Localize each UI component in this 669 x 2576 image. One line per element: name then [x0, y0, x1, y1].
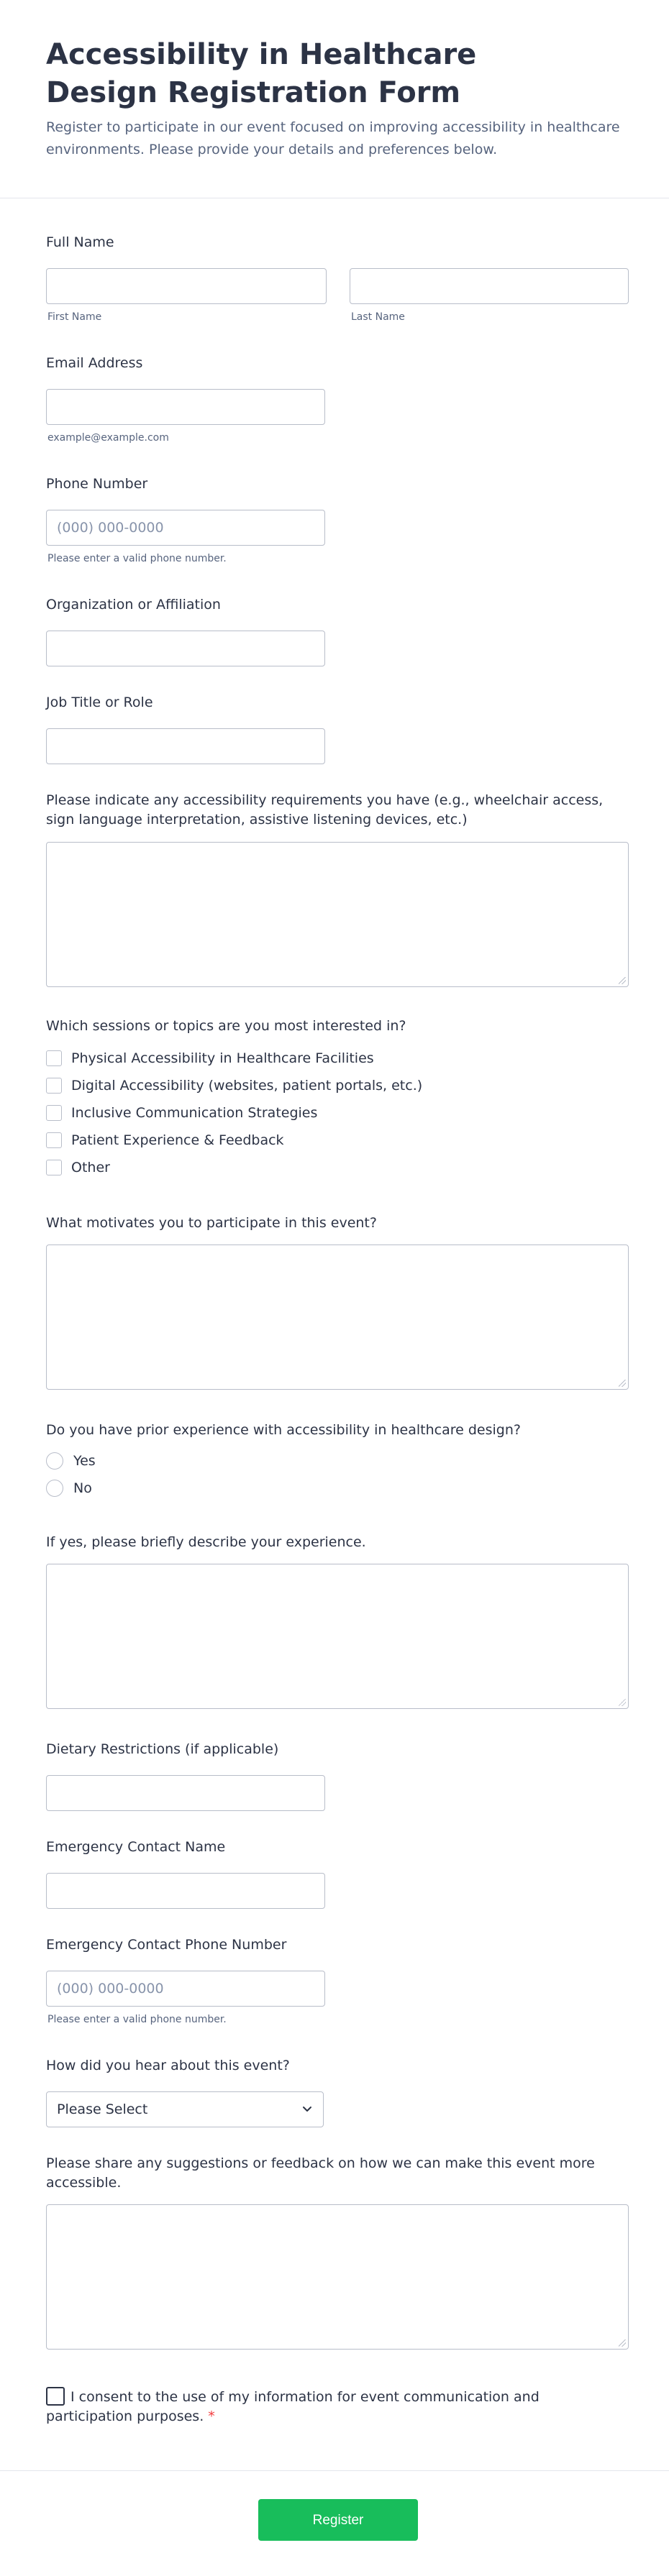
resize-grip-icon[interactable]	[619, 1380, 626, 1387]
sessions-field	[46, 1017, 629, 1181]
dietary-field	[46, 1740, 629, 1811]
prior-experience-label: Do you have prior experience with accessibility in healthcare design?	[46, 1422, 521, 1438]
session-option-label: Inclusive Communication Strategies	[71, 1105, 318, 1121]
session-option[interactable]	[46, 1072, 629, 1099]
radio-label: Yes	[73, 1453, 96, 1469]
checkbox[interactable]	[46, 1050, 62, 1066]
session-option-label: Other	[71, 1160, 110, 1175]
emergency-phone-label: Emergency Contact Phone Number	[46, 1937, 287, 1953]
consent-checkbox[interactable]	[46, 2387, 65, 2406]
job-title-field	[46, 693, 629, 764]
sessions-label: Which sessions or topics are you most interested in?	[46, 1018, 406, 1034]
required-asterisk: *	[208, 2408, 215, 2424]
sessions-options	[46, 1045, 629, 1181]
suggestions-field	[46, 2154, 629, 2350]
session-option[interactable]	[46, 1099, 629, 1127]
motivation-label: What motivates you to participate in this event?	[46, 1215, 377, 1231]
experience-description-field	[46, 1533, 629, 1709]
consent-text: I consent to the use of my information for event communication and participation purposes.	[46, 2389, 540, 2424]
emergency-phone-input[interactable]: (000) 000-0000	[46, 1971, 325, 2007]
radio-option-yes[interactable]	[46, 1447, 629, 1475]
motivation-field	[46, 1214, 629, 1390]
checkbox[interactable]	[46, 1160, 62, 1175]
form-title: Accessibility in Healthcare Design Registration Form	[46, 38, 477, 109]
session-option[interactable]	[46, 1154, 629, 1181]
emergency-phone-field	[46, 1935, 629, 2025]
checkbox[interactable]	[46, 1105, 62, 1121]
resize-grip-icon[interactable]	[619, 2339, 626, 2347]
session-option-label: Digital Accessibility (websites, patient portals, etc.)	[71, 1078, 423, 1094]
accessibility-requirements-field	[46, 791, 629, 987]
email-label: Email Address	[46, 355, 143, 371]
radio-button[interactable]	[46, 1452, 63, 1470]
dietary-label: Dietary Restrictions (if applicable)	[46, 1741, 279, 1757]
resize-grip-icon[interactable]	[619, 977, 626, 984]
chevron-down-icon	[301, 2103, 313, 2114]
organization-label: Organization or Affiliation	[46, 597, 221, 613]
form-description: Register to participate in our event focused on improving accessibility in healthcare environments. Please provide your details and preferences below.	[46, 119, 620, 157]
last-name-input[interactable]	[350, 268, 629, 304]
emergency-name-label: Emergency Contact Name	[46, 1839, 226, 1855]
radio-option-no[interactable]	[46, 1475, 629, 1502]
first-name-input[interactable]	[46, 268, 327, 304]
experience-description-textarea[interactable]	[46, 1564, 629, 1709]
phone-field	[46, 475, 629, 564]
phone-sublabel: Please enter a valid phone number.	[47, 553, 227, 564]
radio-button[interactable]	[46, 1480, 63, 1497]
checkbox[interactable]	[46, 1078, 62, 1094]
session-option-label: Patient Experience & Feedback	[71, 1132, 284, 1148]
session-option-label: Physical Accessibility in Healthcare Facilities	[71, 1050, 374, 1066]
full-name-label: Full Name	[46, 234, 114, 250]
consent-field	[46, 2387, 629, 2426]
radio-label: No	[73, 1480, 92, 1496]
suggestions-label: Please share any suggestions or feedback on how we can make this event more accessible.	[46, 2155, 595, 2191]
resize-grip-icon[interactable]	[619, 1699, 626, 1706]
phone-label: Phone Number	[46, 476, 148, 492]
email-sublabel: example@example.com	[47, 432, 169, 444]
referral-select[interactable]	[46, 2091, 324, 2127]
prior-experience-options	[46, 1447, 629, 1502]
session-option[interactable]	[46, 1127, 629, 1154]
referral-label: How did you hear about this event?	[46, 2058, 290, 2073]
form-body	[0, 198, 669, 2442]
accessibility-requirements-label: Please indicate any accessibility requirements you have (e.g., wheelchair access, sign language interpretation, assistive listening devices, etc.)	[46, 792, 604, 828]
emergency-phone-sublabel: Please enter a valid phone number.	[47, 2014, 227, 2025]
emergency-name-field	[46, 1838, 629, 1909]
job-title-label: Job Title or Role	[46, 695, 153, 710]
first-name-sublabel: First Name	[47, 311, 102, 323]
referral-field	[46, 2056, 629, 2127]
experience-description-label: If yes, please briefly describe your experience.	[46, 1534, 366, 1550]
dietary-input[interactable]	[46, 1775, 325, 1811]
email-input[interactable]	[46, 389, 325, 425]
last-name-sublabel: Last Name	[351, 311, 405, 323]
job-title-input[interactable]	[46, 728, 325, 764]
full-name-field	[46, 233, 629, 323]
phone-input[interactable]: (000) 000-0000	[46, 510, 325, 546]
form-header	[0, 0, 669, 198]
consent-label[interactable]	[46, 2387, 629, 2426]
email-field	[46, 354, 629, 444]
accessibility-requirements-textarea[interactable]	[46, 842, 629, 987]
suggestions-textarea[interactable]	[46, 2204, 629, 2350]
emergency-name-input[interactable]	[46, 1873, 325, 1909]
session-option[interactable]	[46, 1045, 629, 1072]
register-button[interactable]: Register	[258, 2499, 418, 2541]
organization-input[interactable]	[46, 631, 325, 666]
prior-experience-field	[46, 1421, 629, 1502]
organization-field	[46, 595, 629, 666]
checkbox[interactable]	[46, 1132, 62, 1148]
motivation-textarea[interactable]	[46, 1245, 629, 1390]
referral-selected-value: Please Select	[57, 2101, 148, 2117]
